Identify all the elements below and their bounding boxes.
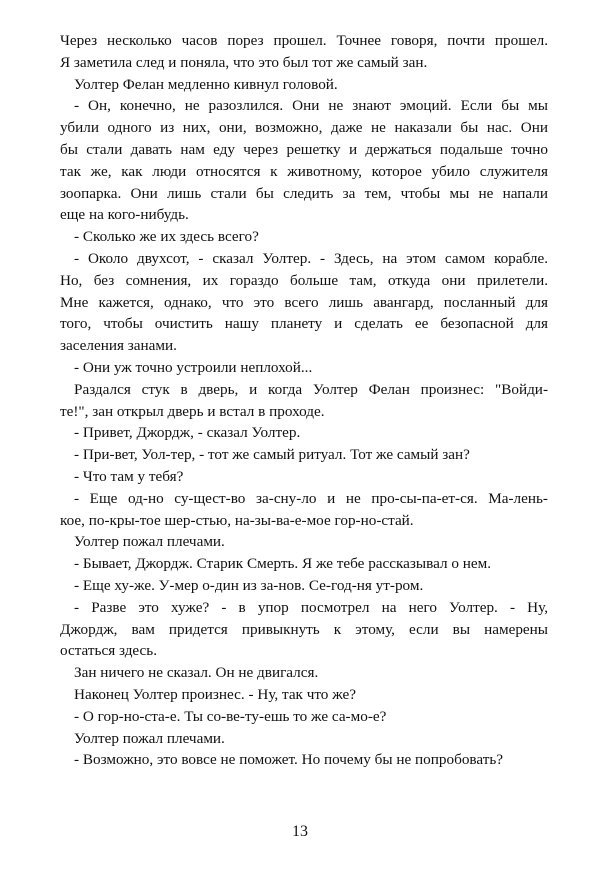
text-line: - Бывает, Джордж. Старик Смерть. Я же тебе рассказывал о нем.: [74, 555, 492, 573]
text-line: Раздался стук в дверь, и когда Уолтер Фелан произнес: "Войди-: [74, 380, 548, 398]
text-line: бы стали давать нам еду через решетку и держаться подальше точно: [60, 140, 548, 158]
text-line: убили одного из них, они, возможно, даже не наказали бы нас. Они: [60, 119, 548, 137]
text-line: - При-вет, Уол-тер, - тот же самый ритуал. Тот же самый зан?: [74, 446, 470, 464]
text-line: те!", зан открыл дверь и встал в проходе.: [60, 402, 325, 420]
page-body: [60, 30, 548, 771]
text-line: Я заметила след и поняла, что это был тот же самый зан.: [60, 53, 428, 71]
text-line: - Возможно, это вовсе не поможет. Но почему бы не попробовать?: [74, 751, 504, 769]
text-line: того, чтобы очистить нашу планету и сделать ее безопасной для: [60, 315, 548, 333]
text-line: так же, как люди относятся к животному, которое убило служителя: [60, 162, 548, 180]
text-line: - Еще од-но су-щест-во за-сну-ло и не про-сы-па-ет-ся. Ма-лень-: [74, 489, 548, 507]
text-line: Мне кажется, однако, что это всего лишь авангард, посланный для: [60, 293, 548, 311]
text-line: еще на кого-нибудь.: [60, 206, 189, 224]
text-line: Уолтер пожал плечами.: [74, 533, 225, 551]
page-number: 13: [292, 823, 308, 840]
text-line: - Сколько же их здесь всего?: [74, 228, 259, 246]
text-line: Уолтер пожал плечами.: [74, 729, 225, 747]
text-line: заселения занами.: [60, 337, 177, 355]
text-line: - Около двухсот, - сказал Уолтер. - Здесь, на этом самом корабле.: [74, 249, 548, 267]
text-line: - Он, конечно, не разозлился. Они не знают эмоций. Если бы мы: [74, 97, 548, 115]
text-line: Наконец Уолтер произнес. - Ну, так что же?: [74, 685, 356, 703]
text-line: зоопарка. Они лишь стали бы следить за тем, чтобы мы не напали: [60, 184, 548, 202]
text-line: Через несколько часов порез прошел. Точнее говоря, почти прошел.: [60, 32, 548, 49]
text-line: Зан ничего не сказал. Он не двигался.: [74, 664, 319, 682]
text-line: - О гор-но-ста-е. Ты со-ве-ту-ешь то же са-мо-е?: [74, 707, 387, 725]
text-line: - Еще ху-же. У-мер о-дин из за-нов. Се-год-ня ут-ром.: [74, 576, 424, 594]
text-line: кое, по-кры-тое шер-стью, на-зы-ва-е-мое гор-но-стай.: [60, 511, 414, 529]
text-line: Но, без сомнения, их гораздо больше там, откуда они прилетели.: [60, 271, 548, 289]
text-line: - Что там у тебя?: [74, 467, 184, 485]
text-line: Джордж, вам придется привыкнуть к этому, если вы намерены: [60, 620, 548, 638]
text-line: - Привет, Джордж, - сказал Уолтер.: [74, 424, 301, 442]
text-line: остаться здесь.: [60, 642, 158, 660]
text-line: - Разве это хуже? - в упор посмотрел на него Уолтер. - Ну,: [74, 598, 548, 616]
text-line: - Они уж точно устроили неплохой...: [74, 358, 313, 376]
text-line: Уолтер Фелан медленно кивнул головой.: [74, 75, 338, 93]
